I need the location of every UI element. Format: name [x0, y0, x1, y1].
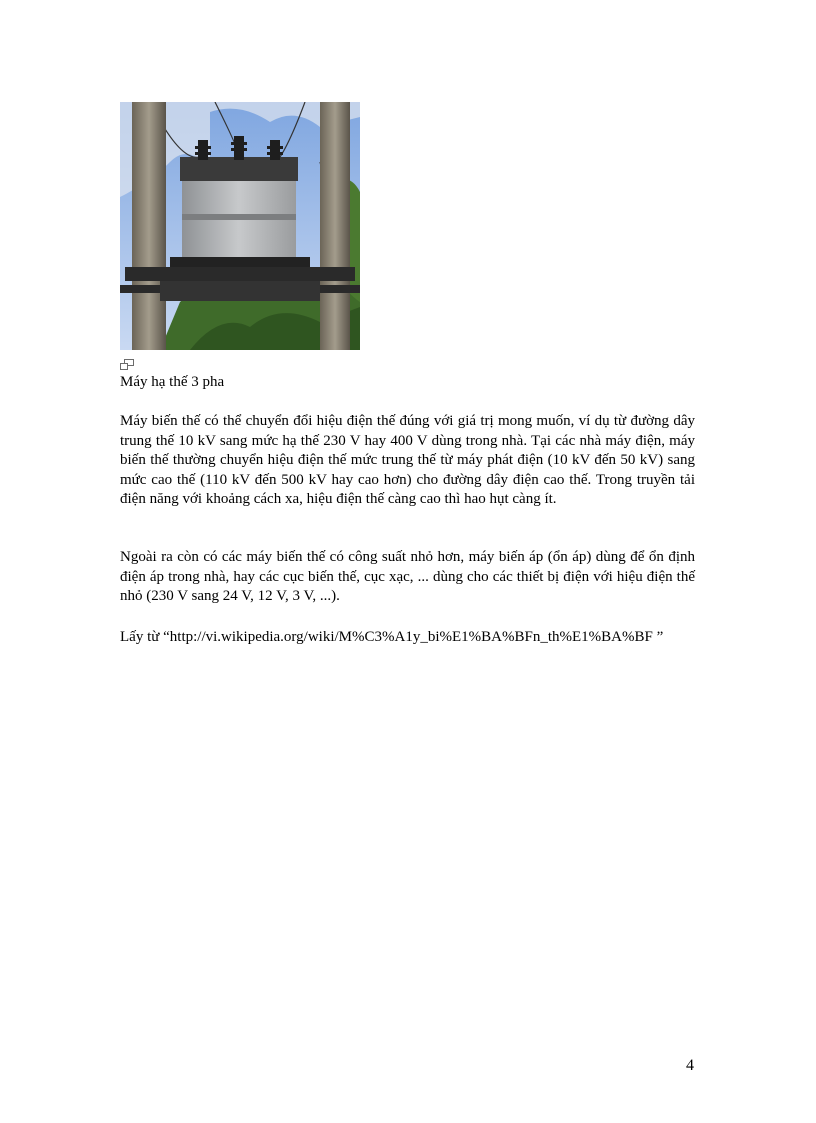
page-number: 4	[686, 1057, 694, 1074]
paragraph-small-transformers: Ngoài ra còn có các máy biến thế có công suất nhỏ hơn, máy biến áp (ổn áp) dùng để ổn định điện áp trong nhà, hay các cục biến thế, cục xạc, ... dùng cho các thiết bị điện với hiệu điện thế nhỏ (230 V sang 24 V, 12 V, 3 V, ...).	[120, 549, 695, 604]
source-citation: Lấy từ “http://vi.wikipedia.org/wiki/M%C3%A1y_bi%E1%BA%BFn_th%E1%BA%BF ”	[120, 629, 664, 645]
paragraph-transformer-usage: Máy biến thế có thể chuyển đổi hiệu điện thế đúng với giá trị mong muốn, ví dụ từ đường dây trung thế 10 kV sang mức hạ thế 230 V hay 400 V dùng trong nhà. Tại các nhà máy điện, máy biến thế thường chuyển hiệu điện thế mức trung thế từ máy phát điện (10 kV đến 50 kV) sang mức cao thế (110 kV đến 500 kV hay cao hơn) cho đường dây điện cao thế. Trong truyền tải điện năng với khoảng cách xa, hiệu điện thế càng cao thì hao hụt càng ít.	[120, 413, 695, 507]
enlarge-icon[interactable]	[120, 359, 134, 370]
transformer-photo	[120, 102, 360, 350]
figure-caption: Máy hạ thế 3 pha	[120, 374, 225, 390]
